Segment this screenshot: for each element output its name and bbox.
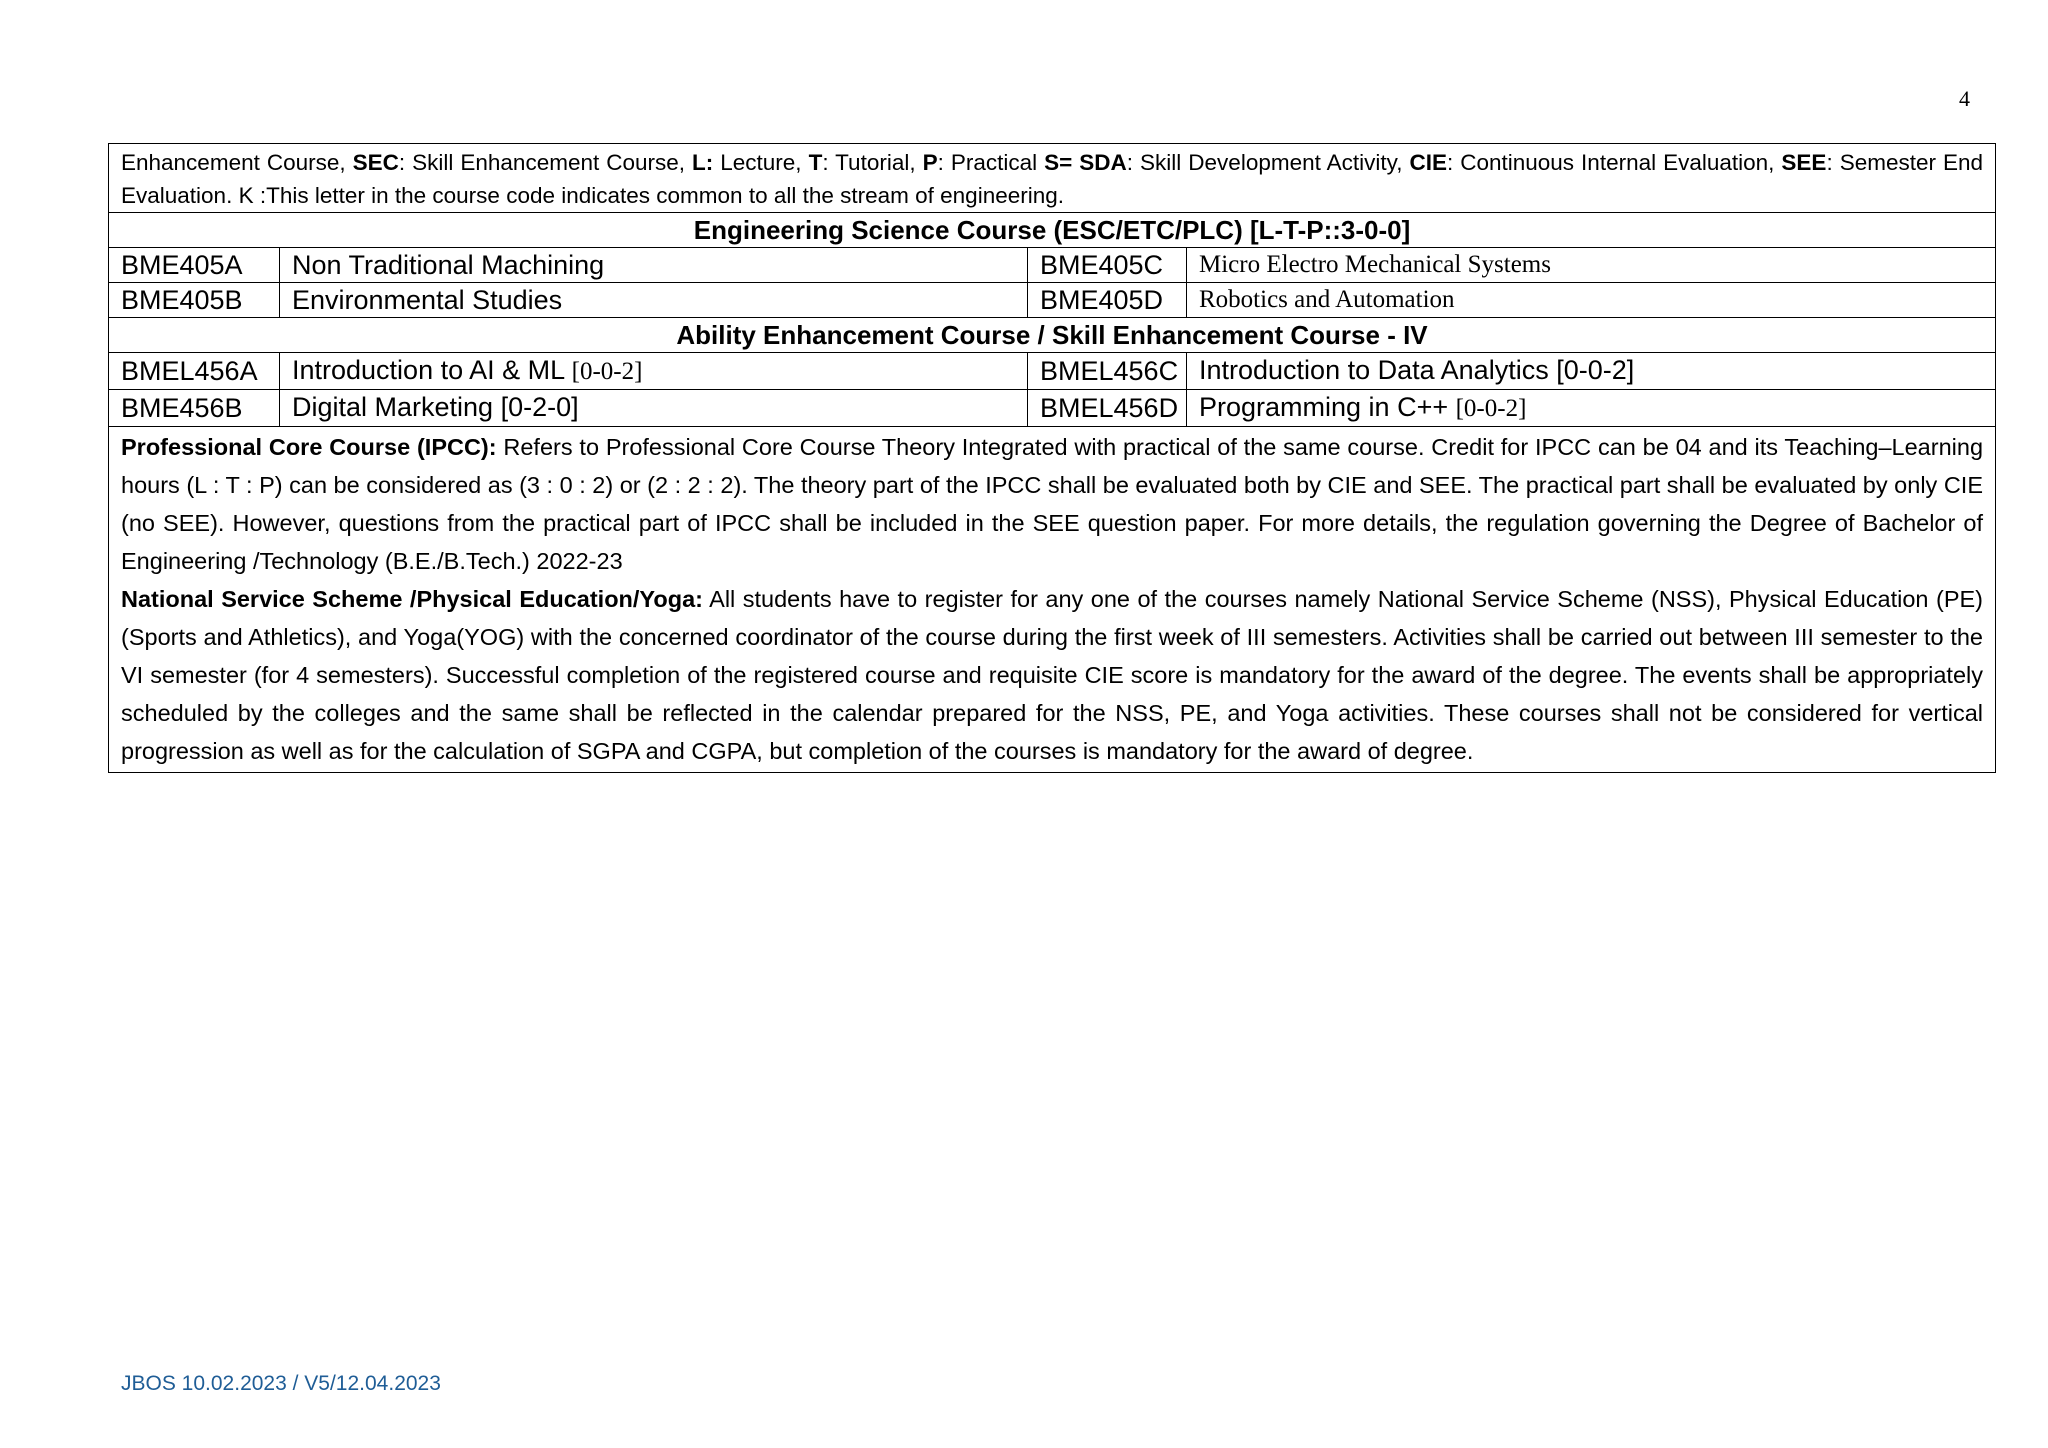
course-code: BMEL456D	[1028, 390, 1187, 427]
course-code: BME456B	[109, 390, 280, 427]
table-row	[109, 390, 1996, 427]
course-name: Robotics and Automation	[1187, 283, 1996, 318]
course-code: BMEL456C	[1028, 353, 1187, 390]
ipcc-note: Professional Core Course (IPCC): Refers to Professional Core Course Theory Integrated with practical of the same course. Credit for IPCC can be 04 and its Teaching–Learning hours (L : T : P) can be considered as (3 : 0 : 2) or (2 : 2 : 2). The theory part of the IPCC shall be evaluated both by CIE and SEE. The practical part shall be evaluated by only CIE (no SEE). However, questions from the practical part of IPCC shall be included in the SEE question paper. For more details, the regulation governing the Degree of Bachelor of Engineering /Technology (B.E./B.Tech.) 2022-23	[121, 434, 1984, 574]
course-name: Introduction to AI & ML [0-0-2]	[280, 353, 1028, 390]
esc-heading-row	[109, 213, 1996, 248]
course-name: Environmental Studies	[280, 283, 1028, 318]
course-name: Micro Electro Mechanical Systems	[1187, 248, 1996, 283]
notes-row	[109, 427, 1996, 773]
esc-heading: Engineering Science Course (ESC/ETC/PLC) [L-T-P::3-0-0]	[109, 213, 1996, 248]
abbreviation-row	[109, 144, 1996, 213]
course-code: BME405D	[1028, 283, 1187, 318]
nss-note: National Service Scheme /Physical Education/Yoga: All students have to register for any one of the courses namely National Service Scheme (NSS), Physical Education (PE)(Sports and Athletics), and Yoga(YOG) with the concerned coordinator of the course during the first week of III semesters. Activities shall be carried out between III semester to the VI semester (for 4 semesters). Successful completion of the registered course and requisite CIE score is mandatory for the award of the degree. The events shall be appropriately scheduled by the colleges and the same shall be reflected in the calendar prepared for the NSS, PE, and Yoga activities. These courses shall not be considered for vertical progression as well as for the calculation of SGPA and CGPA, but completion of the courses is mandatory for the award of degree.	[121, 586, 1984, 764]
aec-heading: Ability Enhancement Course / Skill Enhancement Course - IV	[109, 318, 1996, 353]
course-name: Non Traditional Machining	[280, 248, 1028, 283]
table-row	[109, 283, 1996, 318]
aec-heading-row	[109, 318, 1996, 353]
table-row	[109, 353, 1996, 390]
course-code: BMEL456A	[109, 353, 280, 390]
notes	[109, 427, 1996, 773]
course-name: Introduction to Data Analytics [0-0-2]	[1187, 353, 1996, 390]
course-name: Digital Marketing [0-2-0]	[280, 390, 1028, 427]
course-table	[108, 143, 1996, 773]
abbreviation-legend: Enhancement Course, SEC: Skill Enhancement Course, L: Lecture, T: Tutorial, P: Practical S= SDA: Skill Development Activity, CIE: Continuous Internal Evaluation, SEE: Semester End Evaluation. K :This letter in the course code indicates common to all the stream of engineering.	[109, 144, 1996, 213]
course-name: Programming in C++ [0-0-2]	[1187, 390, 1996, 427]
course-code: BME405A	[109, 248, 280, 283]
footer-version: JBOS 10.02.2023 / V5/12.04.2023	[121, 1372, 441, 1395]
course-code: BME405C	[1028, 248, 1187, 283]
page-number: 4	[1959, 86, 1970, 111]
course-code: BME405B	[109, 283, 280, 318]
table-row	[109, 248, 1996, 283]
